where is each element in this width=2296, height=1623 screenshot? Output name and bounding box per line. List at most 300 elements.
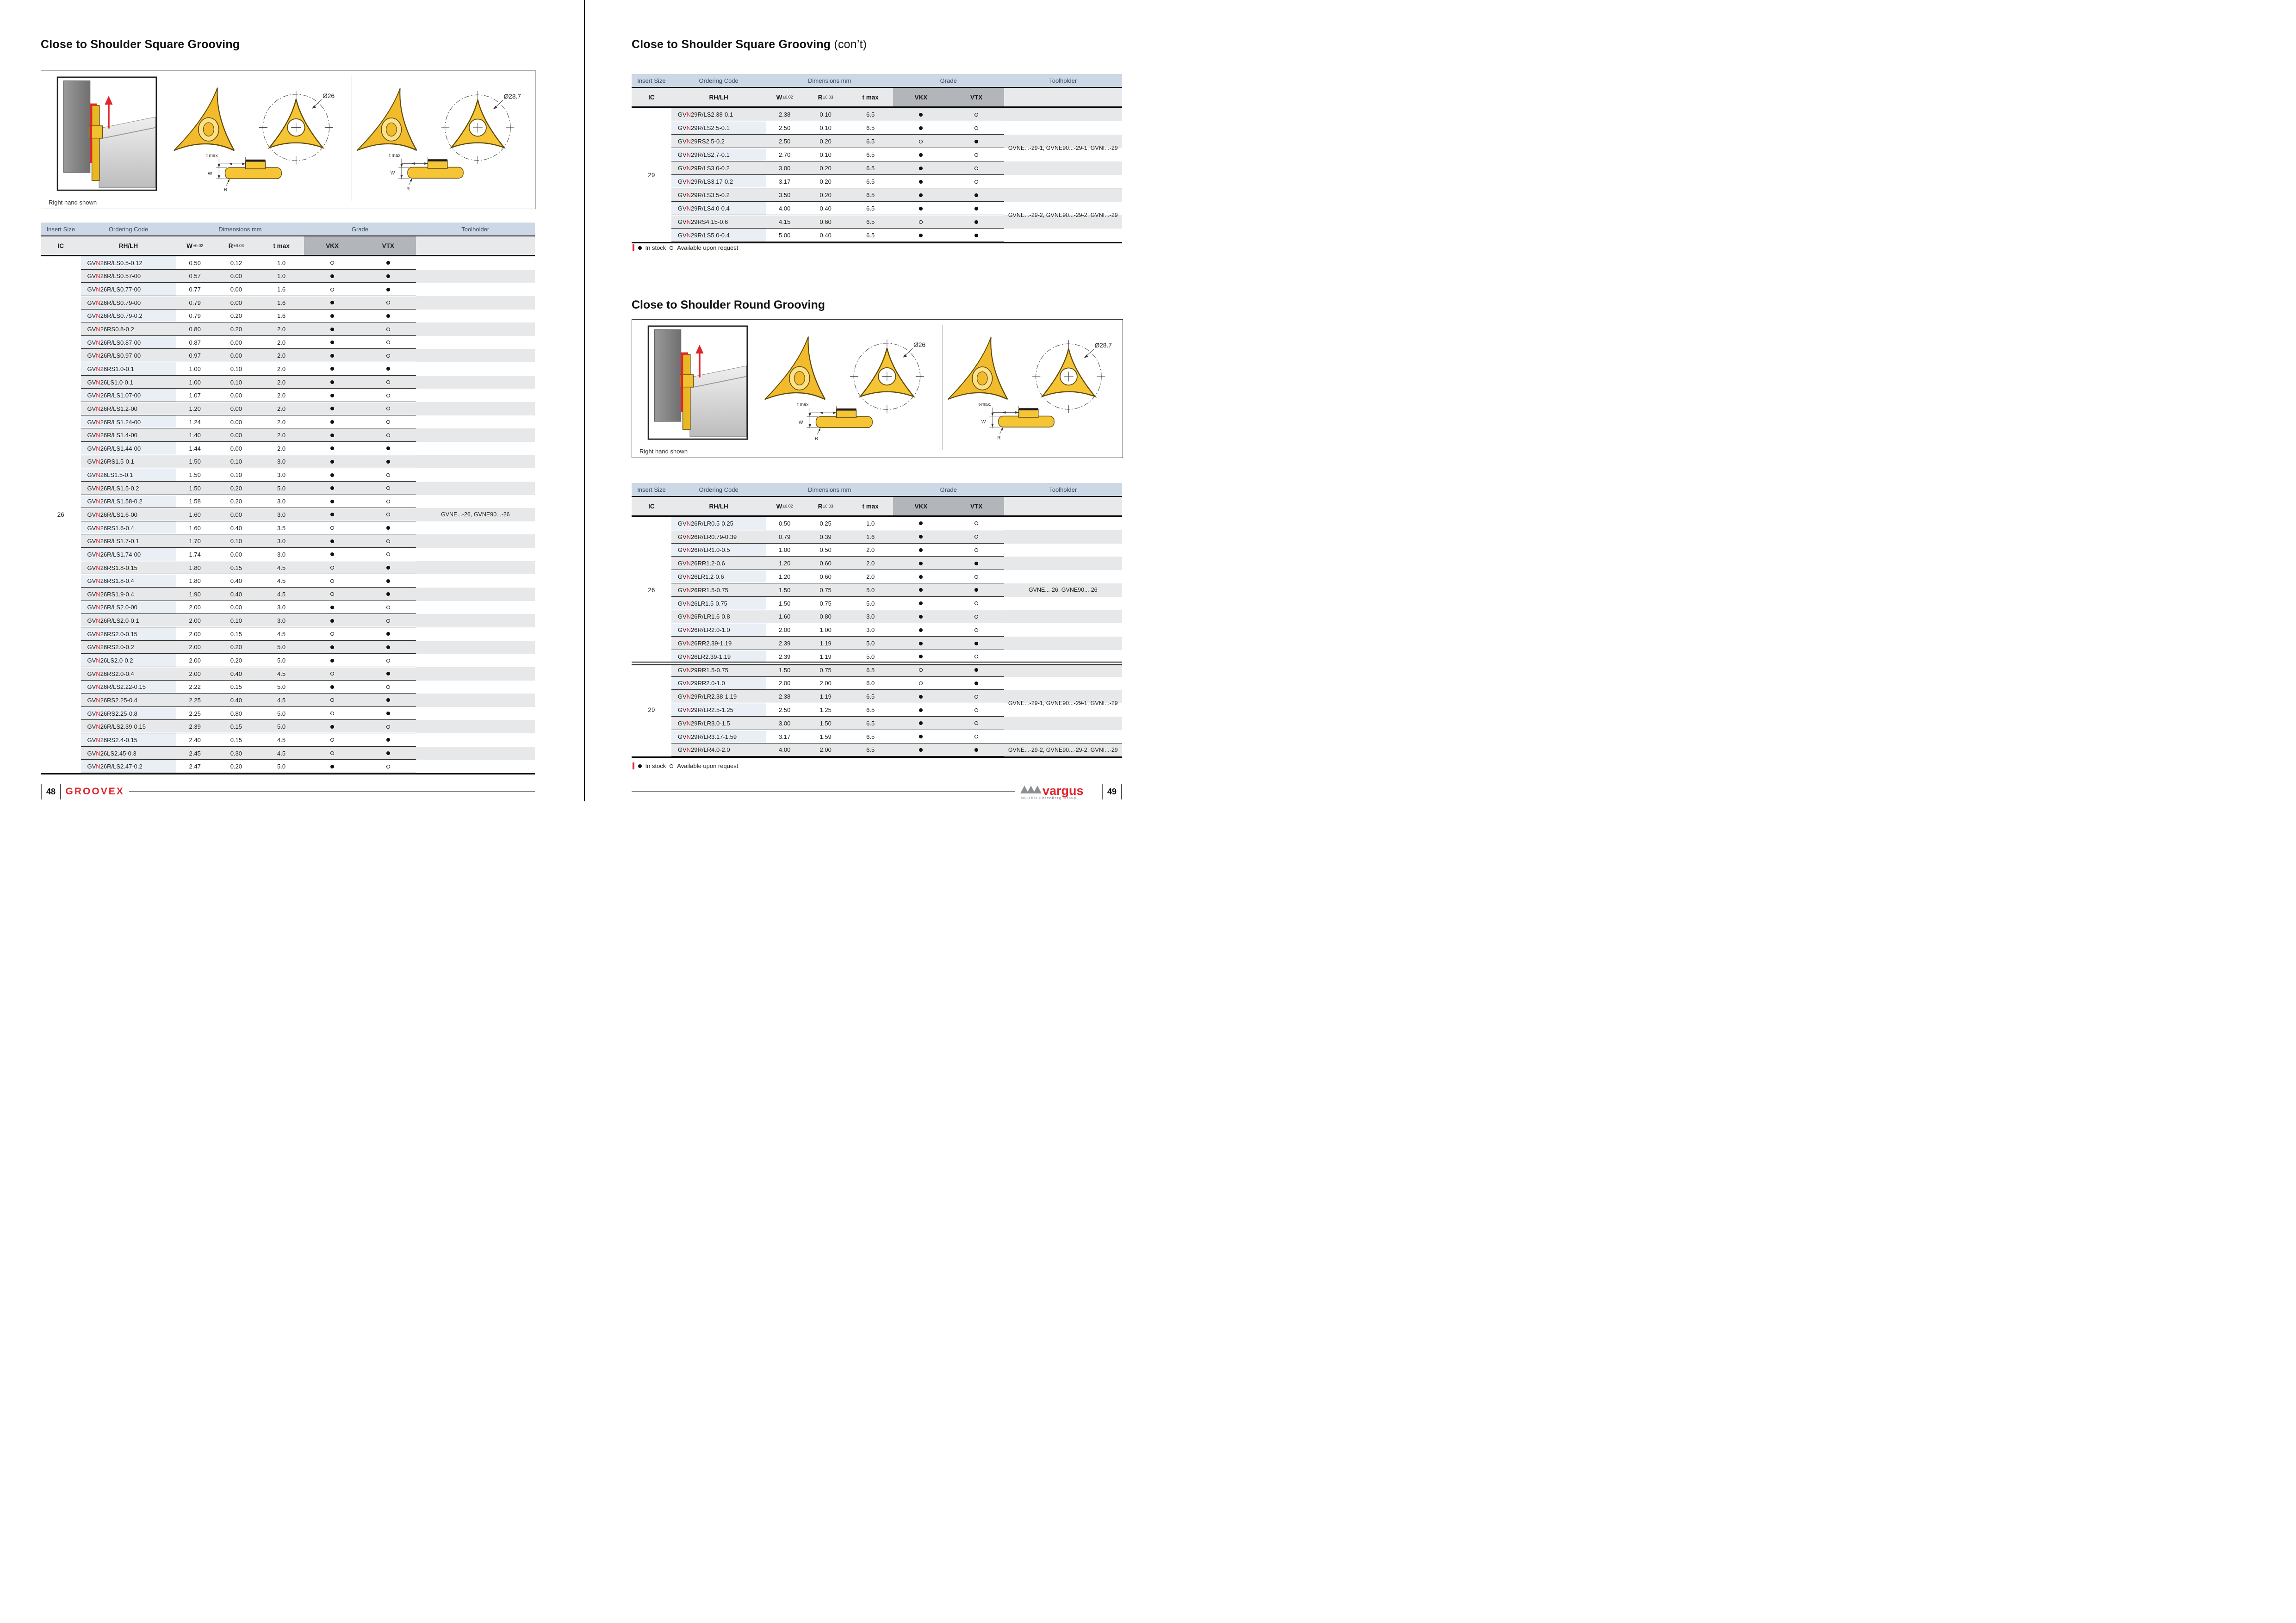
ordering-code-cell: GV N 26R/LS0.79-0.2 <box>81 310 176 323</box>
t-max-value-cell: 1.6 <box>259 296 304 310</box>
r-value-cell: 0.00 <box>230 418 242 426</box>
w-value-cell: 2.40 <box>189 736 201 743</box>
in-stock-dot <box>386 751 390 755</box>
w-value-cell: 1.60 <box>189 524 201 532</box>
in-stock-dot <box>330 434 334 437</box>
diameter-label: Ø28.7 <box>503 93 521 100</box>
toolholder-label: GVNE...-29-2, GVNE90...-29-2, GVNI...-29 <box>1008 746 1118 753</box>
header-t-max: t max <box>273 242 290 249</box>
available-dot <box>386 407 390 410</box>
in-stock-dot <box>919 562 923 565</box>
w-value-cell: 1.20 <box>176 402 214 415</box>
vkx-grade-cell <box>304 336 360 349</box>
t-max-value-cell: 4.5 <box>259 588 304 601</box>
vtx-grade-cell <box>360 428 416 442</box>
ordering-code-cell: GV N 26RS2.25-0.8 <box>81 707 176 720</box>
vtx-grade-cell <box>360 707 416 720</box>
header-r: R ±0.03 <box>228 242 244 249</box>
r-value-cell: 0.20 <box>214 641 259 654</box>
vkx-grade-cell <box>304 495 360 508</box>
w-value-cell: 3.00 <box>766 717 803 730</box>
table-header-group-row <box>41 223 535 236</box>
in-stock-dot <box>919 628 923 632</box>
r-value-cell: 0.40 <box>230 524 242 532</box>
in-stock-dot <box>919 721 923 725</box>
available-dot <box>386 685 390 689</box>
available-dot <box>386 434 390 437</box>
in-stock-dot <box>919 113 923 117</box>
vkx-grade-cell <box>893 743 949 757</box>
in-stock-dot <box>330 473 334 477</box>
t-max-value-cell: 6.5 <box>848 717 893 730</box>
page-title <box>41 38 240 51</box>
header-grade: Grade <box>351 225 368 233</box>
w-value-cell: 1.07 <box>189 392 201 399</box>
in-stock-dot <box>919 535 923 539</box>
r-value-cell: 0.40 <box>214 588 259 601</box>
available-dot <box>974 601 978 605</box>
in-stock-dot <box>974 748 978 752</box>
in-stock-dot <box>919 748 923 752</box>
vkx-grade-cell <box>893 215 949 229</box>
r-value-cell: 0.10 <box>214 614 259 627</box>
w-value-cell: 2.00 <box>176 641 214 654</box>
r-value-cell: 0.40 <box>214 694 259 707</box>
t-max-value-cell: 2.0 <box>259 376 304 389</box>
available-dot <box>330 579 334 583</box>
r-value-cell: 0.00 <box>230 445 242 452</box>
in-stock-dot <box>386 526 390 530</box>
w-value-cell: 2.47 <box>189 763 201 770</box>
vtx-grade-cell <box>360 733 416 747</box>
t-max-value-cell: 4.5 <box>277 630 286 638</box>
t-max-value-cell: 6.5 <box>848 161 893 175</box>
w-value-cell: 0.97 <box>176 349 214 362</box>
t-max-value-cell: 6.5 <box>848 108 893 121</box>
t-max-value-cell: 4.5 <box>259 747 304 760</box>
w-value-cell: 0.50 <box>779 520 791 527</box>
page-title-suffix: (con’t) <box>834 38 867 51</box>
t-max-value-cell: 6.5 <box>848 215 893 229</box>
vtx-grade-cell <box>360 283 416 296</box>
ordering-code-cell: GV N 26R/LS1.4-00 <box>81 428 176 442</box>
t-max-value-cell: 2.0 <box>277 365 286 372</box>
available-dot <box>919 220 923 224</box>
vtx-grade-cell <box>949 730 1004 743</box>
in-stock-dot <box>330 619 334 623</box>
header-t-max: t max <box>862 502 879 510</box>
w-value-cell: 2.38 <box>766 108 803 121</box>
r-value-cell: 0.15 <box>230 630 242 638</box>
t-max-value-cell: 2.0 <box>259 349 304 362</box>
page-number: 49 <box>1107 787 1117 796</box>
header-dimensions: Dimensions mm <box>808 77 851 84</box>
diameter-label: Ø26 <box>322 92 335 99</box>
vkx-grade-cell <box>304 627 360 641</box>
in-stock-dot <box>330 685 334 689</box>
w-value-cell: 2.50 <box>766 135 803 148</box>
ordering-code-cell: GV N 29R/LR3.17-1.59 <box>671 730 766 743</box>
vtx-grade-cell <box>949 121 1004 135</box>
in-stock-dot <box>974 140 978 143</box>
vkx-grade-cell <box>304 376 360 389</box>
r-value-cell: 0.00 <box>230 551 242 558</box>
vkx-grade-cell <box>304 482 360 495</box>
available-dot <box>974 735 978 738</box>
vkx-grade-cell <box>304 574 360 588</box>
diagram-caption: Right hand shown <box>639 448 688 455</box>
toolholder-label: GVNE...-26, GVNE90...-26 <box>441 511 510 518</box>
ordering-code-cell: GV N 29R/LR3.0-1.5 <box>671 717 766 730</box>
ordering-code-cell: GV N 26RS1.5-0.1 <box>81 455 176 469</box>
available-dot <box>330 632 334 636</box>
r-value-cell: 0.50 <box>819 546 832 554</box>
w-value-cell: 1.20 <box>779 573 791 581</box>
diameter-label: Ø28.7 <box>1094 342 1112 349</box>
vkx-grade-cell <box>893 663 949 677</box>
w-value-cell: 2.39 <box>766 637 803 650</box>
insert-size-label: 29 <box>648 171 655 179</box>
r-value-cell: 0.10 <box>819 124 832 131</box>
vtx-grade-cell <box>949 557 1004 570</box>
header-toolholder-spacer <box>1004 88 1122 106</box>
t-max-value-cell: 5.0 <box>259 720 304 733</box>
t-max-value-cell: 5.0 <box>277 657 286 664</box>
vtx-grade-cell <box>949 597 1004 610</box>
header-toolholder-spacer <box>1004 497 1122 515</box>
tmax-label: t max <box>389 153 401 158</box>
header-insert-size: Insert Size <box>637 77 666 84</box>
t-max-value-cell: 3.0 <box>259 455 304 469</box>
available-dot <box>974 113 978 117</box>
header-vtx-grade: VTX <box>949 88 1004 106</box>
w-value-cell: 2.50 <box>779 706 791 714</box>
vtx-grade-cell <box>949 544 1004 557</box>
t-max-value-cell: 5.0 <box>866 600 875 607</box>
vkx-grade-cell <box>304 270 360 283</box>
w-value-cell: 1.50 <box>176 482 214 495</box>
in-stock-dot <box>974 668 978 672</box>
w-value-cell: 1.80 <box>189 577 201 585</box>
w-value-cell: 1.74 <box>189 551 201 558</box>
insert-size-label: 26 <box>648 586 655 594</box>
ordering-code-cell: GV N 26R/LS1.7-0.1 <box>81 534 176 548</box>
ordering-code-cell: GV N 26R/LR0.5-0.25 <box>671 517 766 530</box>
t-max-value-cell: 2.0 <box>866 573 875 581</box>
vkx-grade-cell <box>893 161 949 175</box>
vkx-grade-cell <box>304 283 360 296</box>
header-toolholder: Toolholder <box>1049 77 1077 84</box>
t-max-value-cell: 4.5 <box>259 561 304 575</box>
r-value-cell: 0.00 <box>230 339 242 346</box>
machining-illustration <box>48 76 167 192</box>
r-value-cell: 0.10 <box>214 376 259 389</box>
r-value-cell: 0.15 <box>230 683 242 691</box>
vtx-grade-cell <box>949 637 1004 650</box>
header-grade: Grade <box>940 77 957 84</box>
vtx-grade-cell <box>360 376 416 389</box>
t-max-value-cell: 2.0 <box>848 557 893 570</box>
ordering-code-cell: GV N 26R/LS2.39-0.15 <box>81 720 176 733</box>
header-ic: IC <box>648 93 655 101</box>
available-dot <box>974 655 978 658</box>
ordering-code-cell: GV N 26LS1.5-0.1 <box>81 468 176 482</box>
in-stock-dot <box>330 328 334 331</box>
ordering-code-cell: GV N 29R/LS3.17-0.2 <box>671 175 766 188</box>
available-dot <box>330 738 334 742</box>
r-label: R <box>223 187 228 192</box>
w-value-cell: 2.22 <box>189 683 201 691</box>
vkx-grade-cell <box>304 521 360 535</box>
vkx-grade-cell <box>304 468 360 482</box>
in-stock-dot <box>386 446 390 450</box>
available-dot <box>974 615 978 619</box>
in-stock-dot <box>330 354 334 358</box>
w-label: W <box>391 171 395 176</box>
w-value-cell: 0.87 <box>189 339 201 346</box>
w-value-cell: 1.50 <box>176 455 214 469</box>
available-dot <box>386 765 390 768</box>
ordering-code-cell: GV N 26R/LS1.2-00 <box>81 402 176 415</box>
r-value-cell: 0.10 <box>819 151 832 158</box>
vkx-grade-cell <box>893 202 949 215</box>
in-stock-dot <box>386 566 390 570</box>
vkx-grade-cell <box>304 256 360 270</box>
w-value-cell: 0.79 <box>176 296 214 310</box>
r-value-cell: 1.50 <box>803 717 848 730</box>
vtx-grade-cell <box>949 677 1004 690</box>
in-stock-dot <box>386 288 390 291</box>
insert-diagram-28-7 <box>946 322 1121 454</box>
available-label: Available upon request <box>677 244 738 251</box>
w-value-cell: 1.60 <box>766 610 803 624</box>
table-header-column-row <box>632 497 1122 517</box>
w-value-cell: 1.70 <box>176 534 214 548</box>
r-value-cell: 0.15 <box>230 736 242 743</box>
insert-diagram-26 <box>172 73 349 205</box>
in-stock-dot <box>330 420 334 424</box>
t-max-value-cell: 2.0 <box>259 402 304 415</box>
header-vkx-grade: VKX <box>304 236 360 255</box>
r-value-cell: 0.75 <box>803 583 848 597</box>
r-value-cell: 0.20 <box>230 498 242 505</box>
ordering-code-cell: GV N 26R/LS0.77-00 <box>81 283 176 296</box>
ordering-code-cell: GV N 26R/LR1.6-0.8 <box>671 610 766 624</box>
t-max-value-cell: 5.0 <box>866 653 875 660</box>
ordering-code-cell: GV N 29RR1.5-0.75 <box>671 663 766 677</box>
ordering-code-cell: GV N 26RS2.0-0.2 <box>81 641 176 654</box>
header-ic: IC <box>648 502 655 510</box>
vkx-grade-cell <box>304 534 360 548</box>
vtx-grade-cell <box>360 468 416 482</box>
vtx-grade-cell <box>949 202 1004 215</box>
ordering-code-cell: GV N 26LR1.2-0.6 <box>671 570 766 583</box>
w-value-cell: 1.50 <box>766 663 803 677</box>
in-stock-dot <box>919 575 923 579</box>
in-stock-dot <box>919 207 923 211</box>
ordering-code-cell: GV N 29R/LS4.0-0.4 <box>671 202 766 215</box>
groovex-logo: GROOVEX <box>65 786 124 797</box>
t-max-value-cell: 4.5 <box>259 694 304 707</box>
in-stock-dot <box>919 167 923 170</box>
available-dot <box>330 672 334 675</box>
vkx-grade-cell <box>304 548 360 561</box>
ordering-code-cell: GV N 29R/LS2.5-0.1 <box>671 121 766 135</box>
in-stock-dot <box>330 274 334 278</box>
in-stock-dot <box>330 539 334 543</box>
vtx-grade-cell <box>949 161 1004 175</box>
t-max-value-cell: 1.6 <box>277 312 286 320</box>
header-dimensions: Dimensions mm <box>808 486 851 493</box>
round-grooving-table <box>632 483 1122 758</box>
vtx-grade-cell <box>360 694 416 707</box>
in-stock-dot <box>330 301 334 304</box>
r-value-cell: 0.00 <box>214 296 259 310</box>
t-max-value-cell: 5.0 <box>848 583 893 597</box>
in-stock-dot <box>919 588 923 592</box>
insert-diagram-26 <box>763 322 940 454</box>
legend-accent-bar <box>633 244 634 251</box>
in-stock-dot <box>919 548 923 552</box>
r-value-cell: 0.75 <box>819 600 832 607</box>
w-value-cell: 1.80 <box>176 561 214 575</box>
available-dot <box>974 126 978 130</box>
vargus-logo-subtext: NEUMO Ehrenberg Group <box>1021 796 1077 800</box>
machining-illustration <box>639 325 758 441</box>
in-stock-dot <box>386 274 390 278</box>
in-stock-dot <box>330 606 334 609</box>
page-right <box>632 0 1122 812</box>
vkx-grade-cell <box>893 557 949 570</box>
w-value-cell: 2.00 <box>176 667 214 681</box>
header-vtx-grade: VTX <box>360 236 416 255</box>
available-dot <box>386 486 390 490</box>
t-max-value-cell: 4.5 <box>277 577 286 585</box>
footer-rule <box>129 791 535 792</box>
square-grooving-cont-table <box>632 74 1122 243</box>
in-stock-dot <box>330 460 334 464</box>
r-value-cell: 0.60 <box>819 573 832 581</box>
ordering-code-cell: GV N 26R/LS0.5-0.12 <box>81 256 176 270</box>
r-label: R <box>406 186 410 192</box>
ordering-code-cell: GV N 26RS2.25-0.4 <box>81 694 176 707</box>
r-value-cell: 1.19 <box>803 690 848 703</box>
vkx-grade-cell <box>304 654 360 667</box>
r-value-cell: 0.40 <box>819 205 832 212</box>
t-max-value-cell: 3.0 <box>259 508 304 521</box>
ordering-code-cell: GV N 26R/LS2.47-0.2 <box>81 760 176 773</box>
w-value-cell: 0.57 <box>176 270 214 283</box>
t-max-value-cell: 3.0 <box>259 614 304 627</box>
available-dot <box>670 246 673 250</box>
vkx-grade-cell <box>304 561 360 575</box>
header-ordering-code: Ordering Code <box>699 77 738 84</box>
t-max-value-cell: 2.0 <box>277 418 286 426</box>
w-value-cell: 1.44 <box>189 445 201 452</box>
in-stock-dot <box>919 642 923 645</box>
vtx-grade-cell <box>360 601 416 614</box>
in-stock-dot <box>919 193 923 197</box>
vkx-grade-cell <box>304 720 360 733</box>
vtx-grade-cell <box>360 296 416 310</box>
w-value-cell: 4.00 <box>779 205 791 212</box>
available-dot <box>386 394 390 397</box>
w-value-cell: 4.00 <box>766 743 803 757</box>
footer-left <box>41 783 535 800</box>
available-dot <box>330 698 334 702</box>
w-value-cell: 2.50 <box>779 124 791 131</box>
header-r: R ±0.03 <box>818 502 833 510</box>
ordering-code-cell: GV N 26R/LS2.22-0.15 <box>81 681 176 694</box>
vkx-grade-cell <box>304 667 360 681</box>
vkx-grade-cell <box>893 690 949 703</box>
square-grooving-diagram <box>41 70 536 209</box>
w-value-cell: 1.00 <box>779 546 791 554</box>
t-max-value-cell: 6.5 <box>848 743 893 757</box>
in-stock-dot <box>919 601 923 605</box>
r-value-cell: 0.00 <box>230 604 242 611</box>
vtx-grade-cell <box>360 310 416 323</box>
ordering-code-cell: GV N 26R/LS1.74-00 <box>81 548 176 561</box>
r-value-cell: 0.20 <box>230 763 242 770</box>
vkx-grade-cell <box>304 389 360 402</box>
w-value-cell: 3.50 <box>766 188 803 202</box>
r-value-cell: 0.10 <box>803 108 848 121</box>
vkx-grade-cell <box>893 597 949 610</box>
vtx-grade-cell <box>360 747 416 760</box>
in-stock-label: In stock <box>645 762 666 769</box>
in-stock-dot <box>919 695 923 699</box>
w-value-cell: 0.79 <box>766 530 803 544</box>
vtx-grade-cell <box>360 256 416 270</box>
footer-divider <box>60 784 61 799</box>
w-value-cell: 2.00 <box>779 680 791 687</box>
w-label: W <box>799 420 803 426</box>
footer-tick <box>1121 784 1122 799</box>
w-value-cell: 1.50 <box>766 583 803 597</box>
vtx-grade-cell <box>949 517 1004 530</box>
ordering-code-cell: GV N 26RR1.2-0.6 <box>671 557 766 570</box>
t-max-value-cell: 6.5 <box>866 706 875 714</box>
table-header-group-row <box>632 74 1122 88</box>
r-value-cell: 1.19 <box>819 653 832 660</box>
t-max-value-cell: 5.0 <box>277 763 286 770</box>
t-max-value-cell: 2.0 <box>277 339 286 346</box>
in-stock-dot <box>330 446 334 450</box>
in-stock-dot <box>330 314 334 318</box>
section-title: Close to Shoulder Round Grooving <box>632 298 825 311</box>
vtx-grade-cell <box>360 574 416 588</box>
ordering-code-cell: GV N 26RR1.5-0.75 <box>671 583 766 597</box>
vkx-grade-cell <box>304 508 360 521</box>
r-value-cell: 0.20 <box>803 135 848 148</box>
ordering-code-cell: GV N 29R/LS3.0-0.2 <box>671 161 766 175</box>
vtx-grade-cell <box>949 175 1004 188</box>
r-value-cell: 0.00 <box>214 270 259 283</box>
w-value-cell: 1.40 <box>176 428 214 442</box>
available-dot <box>974 521 978 525</box>
footer-right <box>632 783 1122 800</box>
footer-tick <box>41 784 42 799</box>
in-stock-dot <box>919 735 923 738</box>
vtx-grade-cell <box>360 402 416 415</box>
available-dot <box>919 681 923 685</box>
in-stock-dot <box>974 220 978 224</box>
r-value-cell: 2.00 <box>819 680 832 687</box>
page-title-text: Close to Shoulder Square Grooving <box>632 38 831 51</box>
vtx-grade-cell <box>360 508 416 521</box>
t-max-value-cell: 6.5 <box>848 690 893 703</box>
